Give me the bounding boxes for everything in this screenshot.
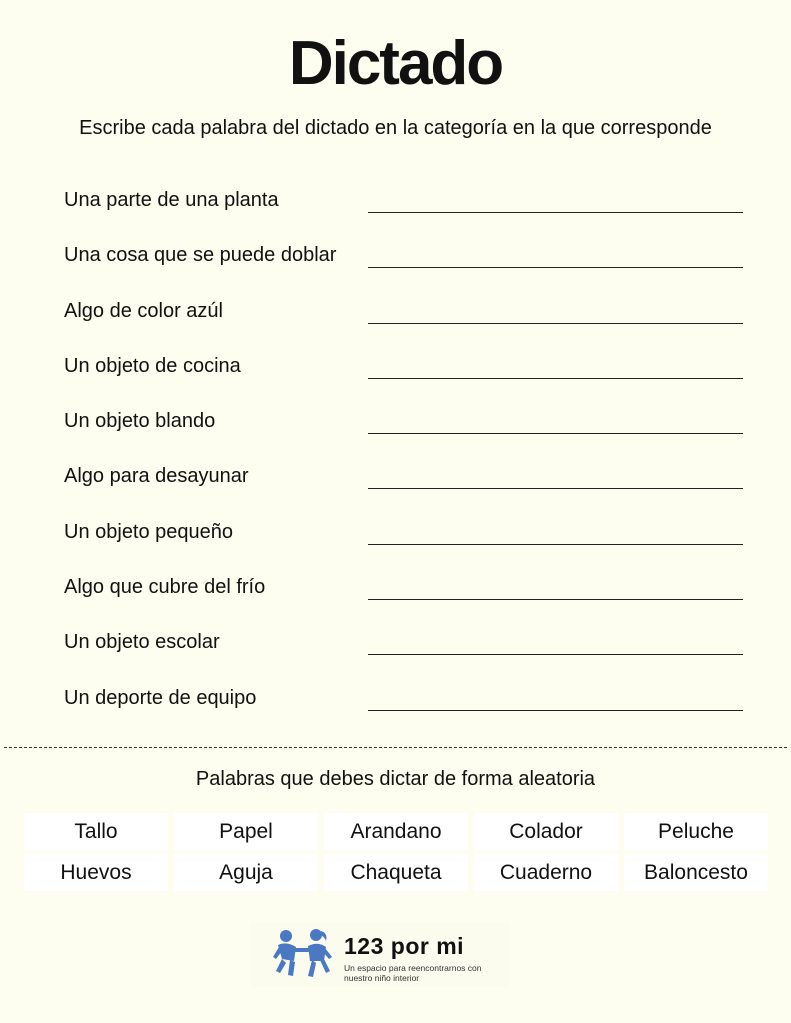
- instruction-text: Escribe cada palabra del dictado en la categoría en la que corresponde: [79, 117, 712, 139]
- word-card: Peluche: [624, 813, 768, 850]
- word-card: Baloncesto: [624, 854, 768, 891]
- category-row: [64, 461, 744, 516]
- category-label: Un deporte de equipo: [64, 686, 257, 709]
- brand-tagline: Un espacio para reencontrarnos con nuestro niño interior: [344, 963, 482, 983]
- answer-line[interactable]: [368, 710, 743, 711]
- word-bank: [24, 813, 769, 891]
- category-row: [64, 296, 744, 351]
- category-label: Un objeto blando: [64, 410, 216, 433]
- word-card: Chaqueta: [324, 854, 468, 891]
- category-label: Un objeto escolar: [64, 631, 220, 654]
- children-playing-icon: [272, 927, 334, 983]
- category-row: [64, 406, 744, 461]
- category-label: Algo para desayunar: [64, 465, 249, 488]
- answer-line[interactable]: [368, 488, 743, 489]
- category-label: Un objeto de cocina: [64, 354, 241, 377]
- category-list: [64, 185, 744, 738]
- word-card: Colador: [474, 813, 618, 850]
- answer-line[interactable]: [368, 267, 743, 268]
- answer-line[interactable]: [368, 323, 743, 324]
- category-label: Algo de color azúl: [64, 299, 223, 322]
- word-card: Arandano: [324, 813, 468, 850]
- answer-line[interactable]: [368, 433, 743, 434]
- category-row: [64, 517, 744, 572]
- category-row: [64, 627, 744, 682]
- category-label: Algo que cubre del frío: [64, 576, 266, 599]
- brand-logo: [250, 921, 510, 987]
- answer-line[interactable]: [368, 378, 743, 379]
- answer-line[interactable]: [368, 599, 743, 600]
- word-card: Huevos: [24, 854, 168, 891]
- category-row: [64, 572, 744, 627]
- word-card: Tallo: [24, 813, 168, 850]
- category-label: Una parte de una planta: [64, 189, 279, 211]
- word-card: Aguja: [174, 854, 318, 891]
- category-row: [64, 351, 744, 406]
- answer-line[interactable]: [368, 654, 743, 655]
- category-label: Un objeto pequeño: [64, 520, 234, 543]
- answer-line[interactable]: [368, 544, 743, 545]
- category-row: [64, 185, 744, 240]
- page-title: Dictado: [288, 29, 503, 98]
- words-subtitle: Palabras que debes dictar de forma aleatoria: [195, 768, 596, 790]
- cut-line-divider: [4, 747, 787, 748]
- word-card: Papel: [174, 813, 318, 850]
- category-row: [64, 240, 744, 295]
- category-label: Una cosa que se puede doblar: [64, 244, 337, 267]
- answer-line[interactable]: [368, 212, 743, 213]
- brand-name: 123 por mi: [344, 933, 465, 959]
- category-row: [64, 683, 744, 738]
- word-card: Cuaderno: [474, 854, 618, 891]
